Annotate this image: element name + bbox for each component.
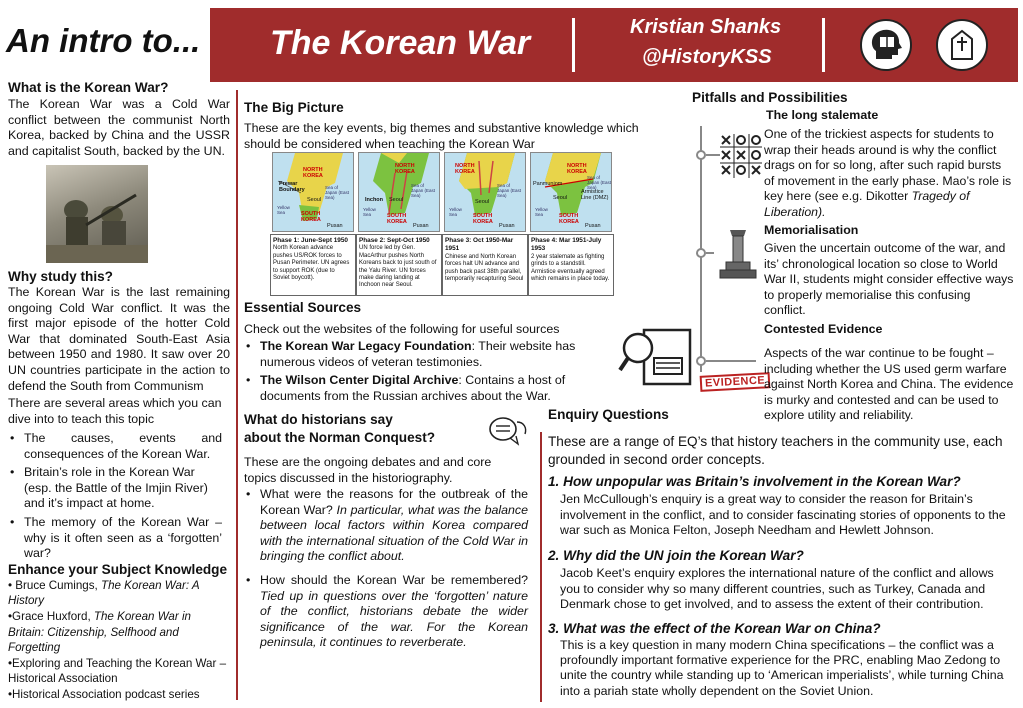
sources-intro: Check out the websites of the following for useful sources <box>244 322 560 336</box>
timeline-node <box>696 356 706 366</box>
enquiry-intro: These are a range of EQ’s that history teachers in the community use, each grounded in second order concepts. <box>548 434 1003 467</box>
monument-icon <box>716 226 760 280</box>
tic-tac-toe-icon <box>720 134 762 178</box>
sources-title: Essential Sources <box>244 300 362 315</box>
what-title: What is the Korean War? <box>8 80 169 95</box>
enquiry-title: Enquiry Questions <box>548 407 669 422</box>
historians-title: What do historians say about the Norman Conquest? <box>244 412 436 445</box>
speech-bubbles-icon <box>488 414 528 450</box>
phase-caption: Phase 3: Oct 1950-Mar 1951 Chinese and North Korean forces halt UN advance and push back past 38th parallel, temporarily recapturing Seoul <box>442 234 528 296</box>
head-book-icon <box>860 19 912 71</box>
book-item: • Bruce Cumings, The Korean War: A History <box>8 579 200 608</box>
big-picture-title: The Big Picture <box>244 100 344 115</box>
why-title: Why study this? <box>8 269 113 284</box>
list-item: • The Korean War Legacy Foundation: Their website has numerous videos of veteran testimonies. <box>244 339 594 370</box>
title-banner <box>210 8 1018 82</box>
book-item: •Exploring and Teaching the Korean War – Historical Association <box>8 657 227 686</box>
book-list <box>8 578 228 703</box>
pitfall-text: One of the trickiest aspects for students to wrap their heads around is why the conflict drags on for so long, after such rapid bursts of movement in the early phase. Mao’s role is key here (see e.g. Dikotter Tragedy of Liberation). <box>764 127 1012 219</box>
map-phase-3: NORTH KOREA Sea of Japan (East Sea) Seoul Yellow Sea SOUTH KOREA Pusan <box>444 152 526 232</box>
sources-list <box>244 339 594 404</box>
map-phase-1: NORTH KOREA Prewar Boundary Sea of Japan (East Sea) Seoul Yellow Sea SOUTH KOREA Pusan <box>272 152 354 232</box>
book-item: •Grace Huxford, The Korean War in Britain: Citizenship, Selfhood and Forgetting <box>8 610 191 654</box>
intro-heading: An intro to... <box>6 22 201 59</box>
areas-list <box>8 431 222 562</box>
list-item: • The Wilson Center Digital Archive: Contains a host of documents from the Russian archives about the War. <box>244 373 594 404</box>
enquiry-item: 1. How unpopular was Britain’s involvement in the Korean War? Jen McCullough’s enquiry is a great way to consider the reason for Britain’s involvement in the conflict, and to consider fascinating stories of opponents to the war such as Monica Felton, Joseph Needham and Hewlett Johnson. <box>548 474 1006 538</box>
church-icon <box>936 19 988 71</box>
why-text: The Korean War is the last remaining ongoing Cold War conflict. It was the first major episode of the hotter Cold War that dominated South-East Asia between 1950 and 1980. It saw over 20 UN countries participate in the action to defend the South from Communism <box>8 285 230 393</box>
enhance-title: Enhance your Subject Knowledge <box>8 562 228 577</box>
magnifier-document-icon <box>618 318 696 388</box>
areas-text: There are several areas which you can dive into to teach this topic <box>8 396 222 426</box>
pitfall-title: The long stalemate <box>766 108 879 122</box>
list-item: • How should the Korean War be remembered? Tied up in questions over the ‘forgotten’ nature of the conflict, historians debate the wider significance of the war. For the Korean peninsula, it continues to reverberate. <box>244 573 528 651</box>
what-text: The Korean War was a Cold War conflict between the communist North Korea, backed by China and the USSR and capitalist South, backed by the UN. <box>8 97 230 158</box>
timeline-connector <box>706 360 756 362</box>
phase-caption: Phase 1: June-Sept 1950 North Korean advance pushes US/ROK forces to Pusan Perimeter. UN agrees to support ROK (due to Soviet boycott). <box>270 234 356 296</box>
list-item: • The causes, events and consequences of the Korean War. <box>8 431 222 462</box>
right-divider <box>540 432 542 702</box>
pitfall-title: Memorialisation <box>764 223 859 237</box>
pitfalls-title: Pitfalls and Possibilities <box>692 90 848 105</box>
map-phase-2: NORTH KOREA Sea of Japan (East Sea) Inchon Seoul Yellow Sea SOUTH KOREA Pusan <box>358 152 440 232</box>
big-picture-text: These are the key events, big themes and substantive knowledge which should be considered when teaching the Korean War <box>244 121 639 151</box>
banner-divider-2 <box>822 18 825 72</box>
pitfall-text: Aspects of the war continue to be fought – including whether the US used germ warfare against North Korea and China. The evidence is murky and contested and can be used to explore utility and reliability. <box>764 346 1014 423</box>
left-divider <box>236 90 238 700</box>
historians-intro: These are the ongoing debates and and core topics discussed in the historiography. <box>244 455 492 485</box>
list-item: • What were the reasons for the outbreak of the Korean War? In particular, what was the balance between local factors within Korea compared with the international situation of the Cold War in bringing the conflict about. <box>244 487 528 565</box>
page-title: The Korean War <box>270 24 531 62</box>
evidence-stamp: EVIDENCE <box>700 372 771 392</box>
map-phase-4: NORTH KOREA Sea of Japan (East Sea) Panmunjom Armistice Line (DMZ) Seoul Yellow Sea SOUTH KOREA Pusan <box>530 152 612 232</box>
list-item: • The memory of the Korean War – why is it often seen as a ‘forgotten’ war? <box>8 515 222 562</box>
author-name: Kristian Shanks <box>630 16 782 38</box>
book-item: •Historical Association podcast series <box>8 688 200 702</box>
historians-list <box>244 487 528 651</box>
author-handle: @HistoryKSS <box>642 46 772 68</box>
phase-caption: Phase 2: Sept-Oct 1950 UN force led by Gen. MacArthur pushes North Koreans back to just south of the Yalu River. UN forces make daring landing at Inchoon near Seoul. <box>356 234 442 296</box>
timeline-connector <box>706 154 720 156</box>
timeline-node <box>696 150 706 160</box>
timeline-node <box>696 248 706 258</box>
list-item: • Britain’s role in the Korean War (esp. the Battle of the Imjin River) and it’s impact at home. <box>8 465 222 512</box>
phase-caption: Phase 4: Mar 1951-July 1953 2 year stalemate as fighting grinds to a standstill. Armistice eventually agreed which remains in place today. <box>528 234 614 296</box>
soldiers-photo <box>46 165 148 263</box>
banner-divider <box>572 18 575 72</box>
pitfall-title: Contested Evidence <box>764 322 883 336</box>
enquiry-item: 2. Why did the UN join the Korean War? Jacob Keet’s enquiry explores the international nature of the conflict and allows you to consider why so many different countries, such as Turkey, Canada and Denmark chose to get involved, and to assess the extent of their contribution. <box>548 548 994 612</box>
timeline-connector <box>706 252 714 254</box>
pitfall-text: Given the uncertain outcome of the war, and its’ chronological location so close to World War II, students might consider effective ways to properly memorialise this confusing conflict. <box>764 241 1014 318</box>
enquiry-item: 3. What was the effect of the Korean War on China? This is a key question in many modern China specifications – the conflict was a profoundly important formative experience for the PRC, enabling Mao Zedong to unite the country while standing up to ‘American imperialists’, while turning China into a pariah state wholly dependent on the Soviet Union. <box>548 621 1004 698</box>
